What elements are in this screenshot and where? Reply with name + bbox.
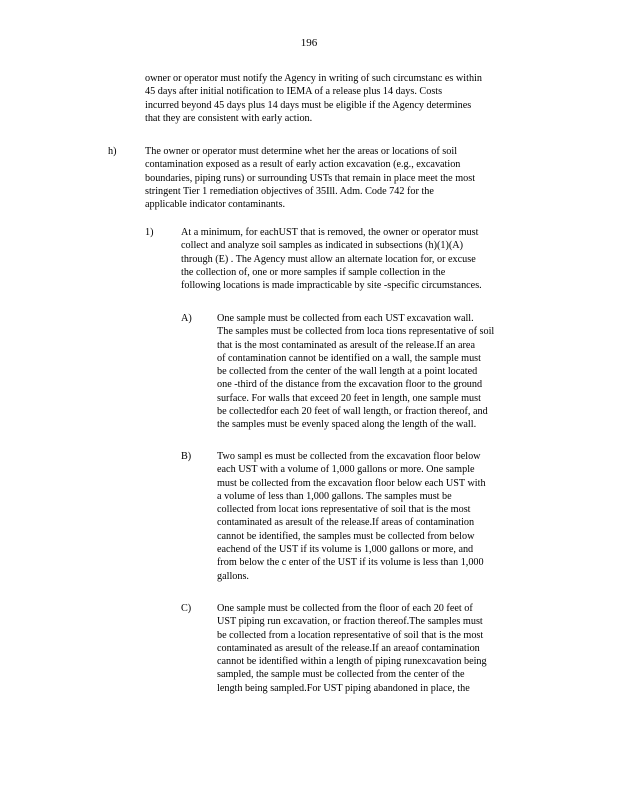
text-line: contamination exposed as a result of early action excavation (e.g., excavation — [145, 159, 461, 171]
section-h-paragraph — [145, 145, 475, 211]
text-line: cannot be identified within a length of piping runexcavation being — [217, 656, 487, 668]
text-line: owner or operator must notify the Agency in writing of such circumstanc es within — [145, 73, 482, 84]
text-line: that is the most contaminated as aresult of the release.If an area — [217, 339, 475, 351]
text-line: contaminated as aresult of the release.If an areaof contamination — [217, 642, 480, 654]
text-line: At a minimum, for eachUST that is removed, the owner or operator must — [181, 227, 479, 238]
text-line: sampled, the sample must be collected from the center of the — [217, 669, 465, 681]
section-h-marker: h) — [108, 146, 117, 157]
text-line: One sample must be collected from each UST excavation wall. — [217, 313, 474, 324]
text-line: one -third of the distance from the excavation floor to the ground — [217, 379, 483, 391]
text-line: must be collected from the excavation floor below each UST with — [217, 477, 486, 489]
text-line: be collected from a location representative of soil that is the most — [217, 629, 484, 641]
section-1-marker: 1) — [145, 227, 154, 238]
text-line: the collection of, one or more samples if sample collection in the — [181, 266, 446, 278]
text-line: incurred beyond 45 days plus 14 days must be eligible if the Agency determines — [145, 99, 472, 111]
text-line: the samples must be evenly spaced along the length of the wall. — [217, 419, 477, 431]
text-line: collected from locat ions representative of soil that is the most — [217, 504, 471, 516]
text-line: each UST with a volume of 1,000 gallons or more. One sample — [217, 464, 475, 476]
section-c-paragraph — [217, 602, 487, 695]
text-line: a volume of less than 1,000 gallons. The samples must be — [217, 490, 452, 502]
text-line: eachend of the UST if its volume is 1,000 gallons or more, and — [217, 544, 474, 556]
text-line: through (E) . The Agency must allow an alternate location for, or excuse — [181, 253, 476, 265]
text-line: stringent Tier 1 remediation objectives of 35Ill. Adm. Code 742 for the — [145, 185, 434, 197]
section-b-paragraph — [217, 450, 486, 583]
section-b-marker: B) — [181, 451, 192, 462]
text-line: The samples must be collected from loca tions representative of soil — [217, 326, 495, 338]
section-a-paragraph — [217, 312, 494, 432]
text-line: following locations is made impracticable by site -specific circumstances. — [181, 280, 482, 292]
text-line: be collectedfor each 20 feet of wall length, or fraction thereof, and — [217, 406, 488, 418]
text-line: One sample must be collected from the floor of each 20 feet of — [217, 603, 473, 614]
continuation-paragraph — [145, 72, 482, 125]
text-line: The owner or operator must determine whet her the areas or locations of soil — [145, 146, 458, 157]
page-number: 196 — [300, 37, 318, 49]
section-a-marker: A) — [181, 313, 192, 324]
text-line: contaminated as aresult of the release.If areas of contamination — [217, 517, 475, 529]
section-1-paragraph — [181, 226, 482, 292]
text-line: 45 days after initial notification to IEMA of a release plus 14 days. Costs — [145, 86, 443, 98]
text-line: Two sampl es must be collected from the excavation floor below — [217, 451, 481, 462]
text-line: gallons. — [217, 570, 249, 582]
text-line: applicable indicator contaminants. — [145, 199, 286, 211]
text-line: cannot be identified, the samples must be collected from below — [217, 530, 475, 542]
text-line: length being sampled.For UST piping abandoned in place, the — [217, 682, 470, 694]
text-line: of contamination cannot be identified on a wall, the sample must — [217, 352, 481, 364]
text-line: that they are consistent with early action. — [145, 112, 313, 124]
text-line: surface. For walls that exceed 20 feet in length, one sample must — [217, 392, 481, 404]
text-line: from below the c enter of the UST if its volume is less than 1,000 — [217, 557, 484, 569]
text-line: be collected from the center of the wall length at a point located — [217, 366, 478, 378]
text-line: boundaries, piping runs) or surrounding USTs that remain in place meet the most — [145, 172, 476, 184]
section-c-marker: C) — [181, 603, 192, 614]
text-line: collect and analyze soil samples as indicated in subsections (h)(1)(A) — [181, 240, 464, 252]
text-line: UST piping run excavation, or fraction thereof.The samples must — [217, 616, 483, 628]
